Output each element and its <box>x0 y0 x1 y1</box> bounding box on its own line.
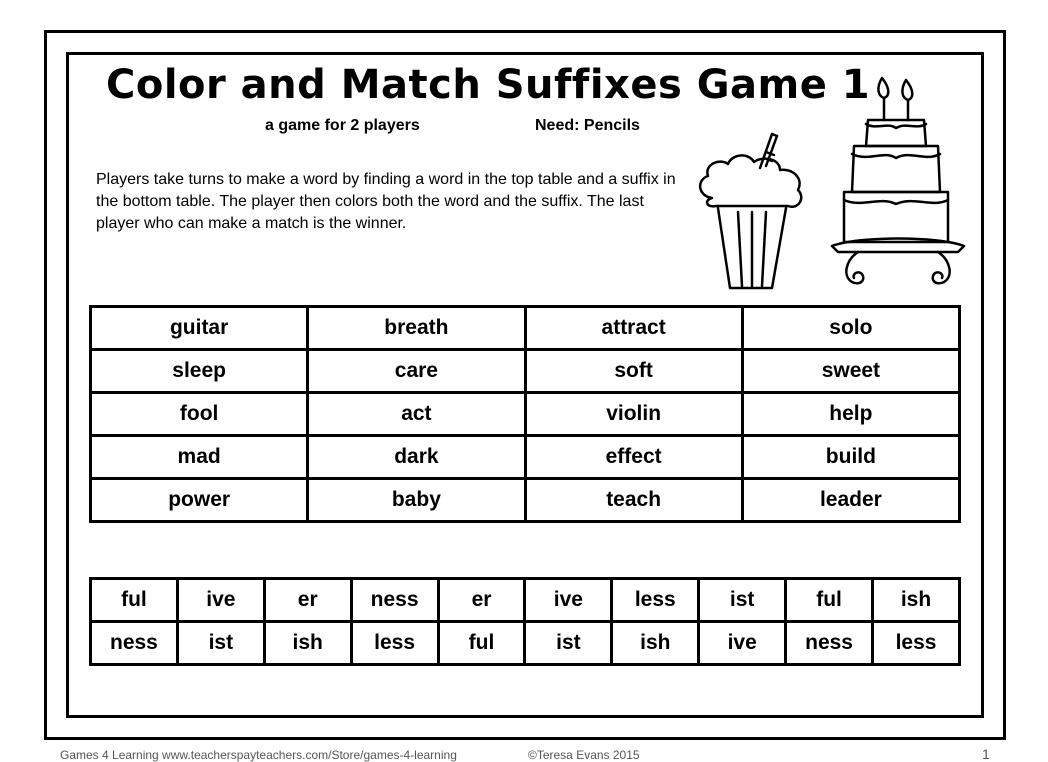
word-cell[interactable]: soft <box>525 350 742 393</box>
birthday-cake-illustration <box>828 76 968 301</box>
suffix-cell[interactable]: ive <box>699 622 786 665</box>
suffix-cell[interactable]: less <box>351 622 438 665</box>
word-cell[interactable]: violin <box>525 393 742 436</box>
suffix-cell[interactable]: ness <box>786 622 873 665</box>
table-row <box>91 350 960 393</box>
suffix-cell[interactable]: ist <box>525 622 612 665</box>
game-instructions: Players take turns to make a word by finding a word in the top table and a suffix in the bottom table. The player then colors both the word and the suffix. The last player who can make a match is the winner. <box>96 171 676 232</box>
suffix-cell[interactable]: ish <box>264 622 351 665</box>
page-title: Color and Match Suffixes Game 1 <box>106 62 871 108</box>
table-row <box>91 307 960 350</box>
table-row <box>91 436 960 479</box>
cupcake-illustration <box>694 130 814 295</box>
suffix-cell[interactable]: ist <box>177 622 264 665</box>
word-cell[interactable]: act <box>308 393 525 436</box>
word-cell[interactable]: sleep <box>91 350 308 393</box>
suffix-cell[interactable]: er <box>438 579 525 622</box>
suffix-cell[interactable]: ist <box>699 579 786 622</box>
word-cell[interactable]: teach <box>525 479 742 522</box>
suffix-cell[interactable]: er <box>264 579 351 622</box>
word-cell[interactable]: baby <box>308 479 525 522</box>
suffix-cell[interactable]: ful <box>91 579 178 622</box>
word-cell[interactable]: build <box>742 436 959 479</box>
footer-copyright: ©Teresa Evans 2015 <box>528 748 640 762</box>
base-words-table <box>89 305 961 523</box>
table-row <box>91 479 960 522</box>
word-cell[interactable]: solo <box>742 307 959 350</box>
word-cell[interactable]: fool <box>91 393 308 436</box>
word-cell[interactable]: power <box>91 479 308 522</box>
word-cell[interactable]: guitar <box>91 307 308 350</box>
word-cell[interactable]: sweet <box>742 350 959 393</box>
word-cell[interactable]: help <box>742 393 959 436</box>
table-row <box>91 622 960 665</box>
word-cell[interactable]: dark <box>308 436 525 479</box>
word-cell[interactable]: care <box>308 350 525 393</box>
suffix-cell[interactable]: less <box>612 579 699 622</box>
word-cell[interactable]: effect <box>525 436 742 479</box>
word-cell[interactable]: mad <box>91 436 308 479</box>
suffix-cell[interactable]: ful <box>438 622 525 665</box>
table-row <box>91 579 960 622</box>
suffix-cell[interactable]: ful <box>786 579 873 622</box>
footer-source: Games 4 Learning www.teacherspayteachers.com/Store/games-4-learning <box>60 748 457 762</box>
suffix-cell[interactable]: ness <box>351 579 438 622</box>
word-cell[interactable]: attract <box>525 307 742 350</box>
word-cell[interactable]: breath <box>308 307 525 350</box>
word-cell[interactable]: leader <box>742 479 959 522</box>
suffix-cell[interactable]: ive <box>177 579 264 622</box>
table-row <box>91 393 960 436</box>
materials-label: Need: Pencils <box>535 117 640 134</box>
suffixes-table <box>89 577 961 666</box>
suffix-cell[interactable]: ive <box>525 579 612 622</box>
suffix-cell[interactable]: ish <box>873 579 960 622</box>
suffix-cell[interactable]: ish <box>612 622 699 665</box>
suffix-cell[interactable]: ness <box>91 622 178 665</box>
players-label: a game for 2 players <box>265 117 420 134</box>
page-number: 1 <box>982 746 990 762</box>
suffix-cell[interactable]: less <box>873 622 960 665</box>
